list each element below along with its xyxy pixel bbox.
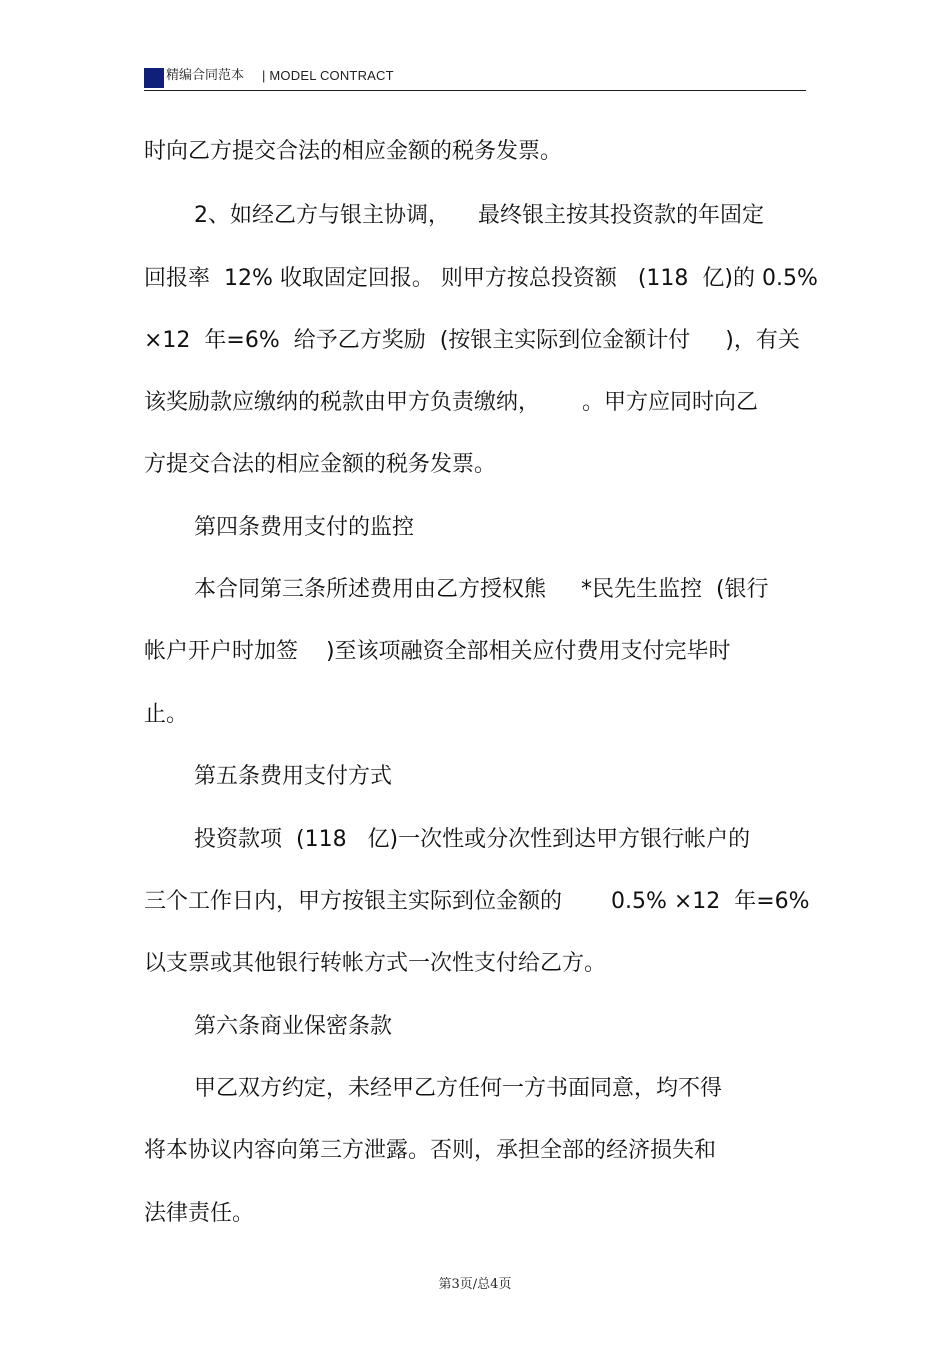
logo-square-icon: [144, 68, 164, 88]
body-line: 止。: [144, 702, 189, 727]
section-heading: 第六条商业保密条款: [194, 1014, 393, 1039]
body-line: 2、如经乙方与银主协调， 最终银主按其投资款的年固定: [194, 203, 764, 228]
body-line: 甲乙双方约定，未经甲乙方任何一方书面同意，均不得: [194, 1076, 723, 1101]
body-line: 时向乙方提交合法的相应金额的税务发票。: [144, 139, 563, 164]
header-model-contract: | MODEL CONTRACT: [262, 68, 394, 83]
body-line: 方提交合法的相应金额的税务发票。: [144, 452, 497, 477]
section-heading: 第四条费用支付的监控: [194, 515, 415, 540]
body-line: 回报率 12% 收取固定回报。 则甲方按总投资额 (118 亿)的 0.5%: [144, 266, 818, 291]
body-line: 将本协议内容向第三方泄露。否则，承担全部的经济损失和: [144, 1138, 717, 1163]
body-line: ×12 年=6% 给予乙方奖励 (按银主实际到位金额计付 )，有关: [144, 328, 800, 353]
body-line: 帐户开户时加签 )至该项融资全部相关应付费用支付完毕时: [144, 639, 731, 664]
section-heading: 第五条费用支付方式: [194, 764, 393, 789]
body-line: 本合同第三条所述费用由乙方授权熊 *民先生监控 (银行: [194, 577, 769, 602]
body-line: 投资款项 (118 亿)一次性或分次性到达甲方银行帐户的: [194, 827, 751, 852]
page-header: [144, 64, 806, 91]
header-brand: 精编合同范本: [166, 68, 245, 83]
body-line: 以支票或其他银行转帐方式一次性支付给乙方。: [144, 951, 607, 976]
body-line: 三个工作日内，甲方按银主实际到位金额的 0.5% ×12 年=6%: [144, 889, 810, 914]
page-number: 第3页/总4页: [438, 1277, 512, 1292]
body-line: 该奖励款应缴纳的税款由甲方负责缴纳， 。甲方应同时向乙: [144, 390, 758, 415]
body-line: 法律责任。: [144, 1201, 255, 1226]
